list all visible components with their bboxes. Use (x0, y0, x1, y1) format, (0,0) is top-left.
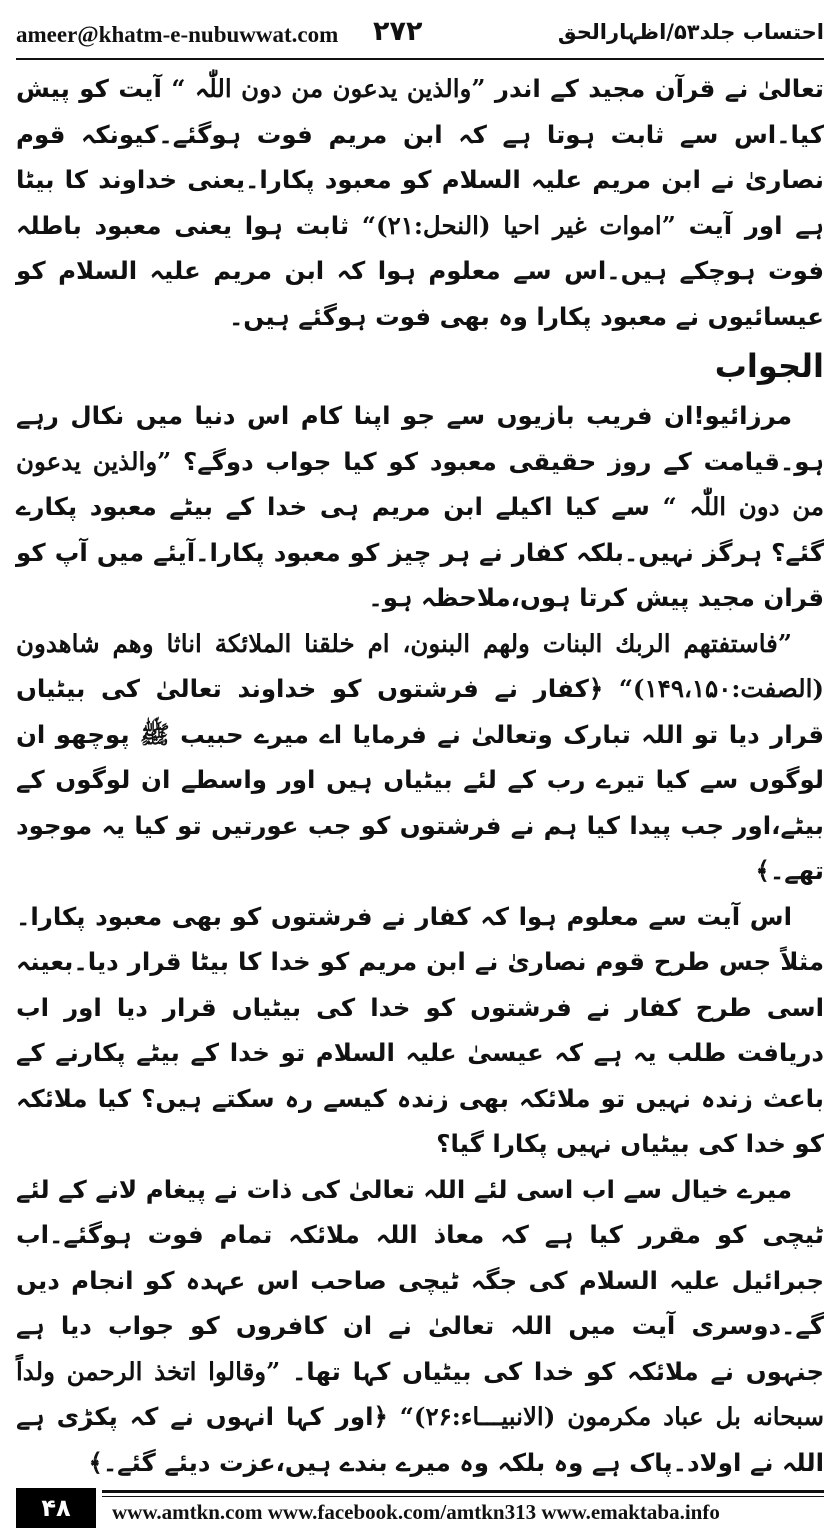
paragraph-argument (16, 894, 824, 1167)
text-run: میرے خیال سے اب اسی لئے اللہ تعالیٰ کی ذات نے پیغام لانے کے لئے ٹیچی کو مقرر کیا ہے کہ معاذ اللہ ملائکہ تمام فوت ہوگئے۔اب جبرائیل علیہ السلام کی جگہ ٹیچی صاحب اس عہدہ کو انجام دیں گے۔دوسری آیت میں اللہ تعالیٰ نے ان کافروں کو جواب دیا ہے جنہوں نے ملائکہ کو خدا کی بیٹیاں کہا تھا۔ (16, 1174, 825, 1386)
header-page-number: ۲۷۲ (373, 16, 423, 47)
paragraph-quran-quote-saffat (16, 621, 824, 894)
text-run: ثابت ہوا یعنی معبود باطلہ فوت ہوچکے ہیں۔اس سے معلوم ہوا کہ ابن مریم علیہ السلام کو عیسائیوں نے معبود پکارا وہ بھی فوت ہوگئے ہیں۔ (16, 210, 824, 331)
arabic-quote: ”وقالوا اتخذ الرحمن ولداً سبحانه بل عباد مكرمون (الانبیـــاء:۲۶)“ (16, 1356, 824, 1431)
footer-page-number: ۴۸ (16, 1488, 96, 1528)
section-heading-answer: الجواب (714, 347, 824, 385)
page-footer (16, 1488, 824, 1532)
arabic-quote: ”اموات غیر احیا (النحل:۲۱)“ (361, 210, 676, 240)
paragraph-answer-intro (16, 393, 824, 621)
paragraph-conclusion (16, 1167, 824, 1486)
header-email: ameer@khatm-e-nubuwwat.com (16, 22, 339, 47)
footer-urls: www.amtkn.com www.facebook.com/amtkn313 www.emaktaba.info (112, 1500, 720, 1524)
text-run: ﴿اور کہا انہوں نے کہ پکڑی ہے اللہ نے اولاد۔پاک ہے وہ بلکہ وہ میرے بندے ہیں،عزت دیئے گئے۔﴾ (16, 1402, 824, 1477)
footer-rule-thick (102, 1490, 824, 1493)
arabic-quote: ”والذین یدعون من دون اللّٰہ “ (171, 74, 486, 103)
text-run: تعالیٰ نے قرآن مجید کے اندر (494, 74, 824, 103)
page-body (16, 66, 824, 1485)
paragraph-claim (16, 66, 824, 339)
text-run: آیت کو پیش کیا۔اس سے ثابت ہوتا ہے کہ ابن مریم فوت ہوگئے۔کیونکہ قوم نصاریٰ نے ابن مریم علیہ السلام کو معبود پکارا۔یعنی خداوند کا بیٹا ہے اور آیت (16, 74, 824, 240)
text-run: مرزائیو!ان فریب بازیوں سے جو اپنا کام اس دنیا میں نکال رہے ہو۔قیامت کے روز حقیقی معبود کو کیا جواب دوگے؟ (16, 401, 824, 476)
text-run: اس آیت سے معلوم ہوا کہ کفار نے فرشتوں کو بھی معبود پکارا۔مثلاً جس طرح قوم نصاریٰ نے ابن مریم کو خدا کا بیٹا قرار دیا۔بعینہ اسی طرح کفار نے فرشتوں کو خدا کی بیٹیاں قرار دیا اور اب دریافت طلب یہ ہے کہ عیسیٰ علیہ السلام تو خدا کے بیٹے پکارنے کے باعث زندہ نہیں تو ملائکہ بھی زندہ کیسے رہ سکتے ہیں؟ کیا ملائکہ کو خدا کی بیٹیاں نہیں پکارا گیا؟ (16, 901, 824, 1158)
arabic-quote: ”فاستفتھم الربك البنات ولھم البنون، ام خلقنا الملائكة اناثا وھم شاھدون (الصفت:۱۴۹،۱۵۰)“ (16, 628, 824, 703)
arabic-quote: ”والذین یدعون من دون اللّٰہ “ (16, 446, 824, 521)
page-header (16, 14, 824, 58)
header-rule (16, 58, 824, 60)
text-run: سے کیا اکیلے ابن مریم ہی خدا کے بیٹے معبود پکارے گئے؟ ہرگز نہیں۔بلکہ کفار نے ہر چیز کو معبود پکارا۔آیئے میں آپ کو قران مجید پیش کرتا ہوں،ملاحظہ ہو۔ (16, 492, 824, 612)
footer-rule-thin (102, 1496, 824, 1497)
text-run: ﴿کفار نے فرشتوں کو خداوند تعالیٰ کی بیٹیاں قرار دیا تو اللہ تبارک وتعالیٰ نے فرمایا اے میرے حبیب ﷺ پوچھو ان لوگوں سے کیا تیرے رب کے لئے بیٹیاں ہیں اور واسطے ان لوگوں کے بیٹے،اور جب پیدا کیا ہم نے فرشتوں کو جب عورتیں تو کیا یہ موجود تھے۔﴾ (16, 674, 824, 885)
header-running-title: احتساب جلد۵۳/اظہارالحق (557, 20, 824, 44)
